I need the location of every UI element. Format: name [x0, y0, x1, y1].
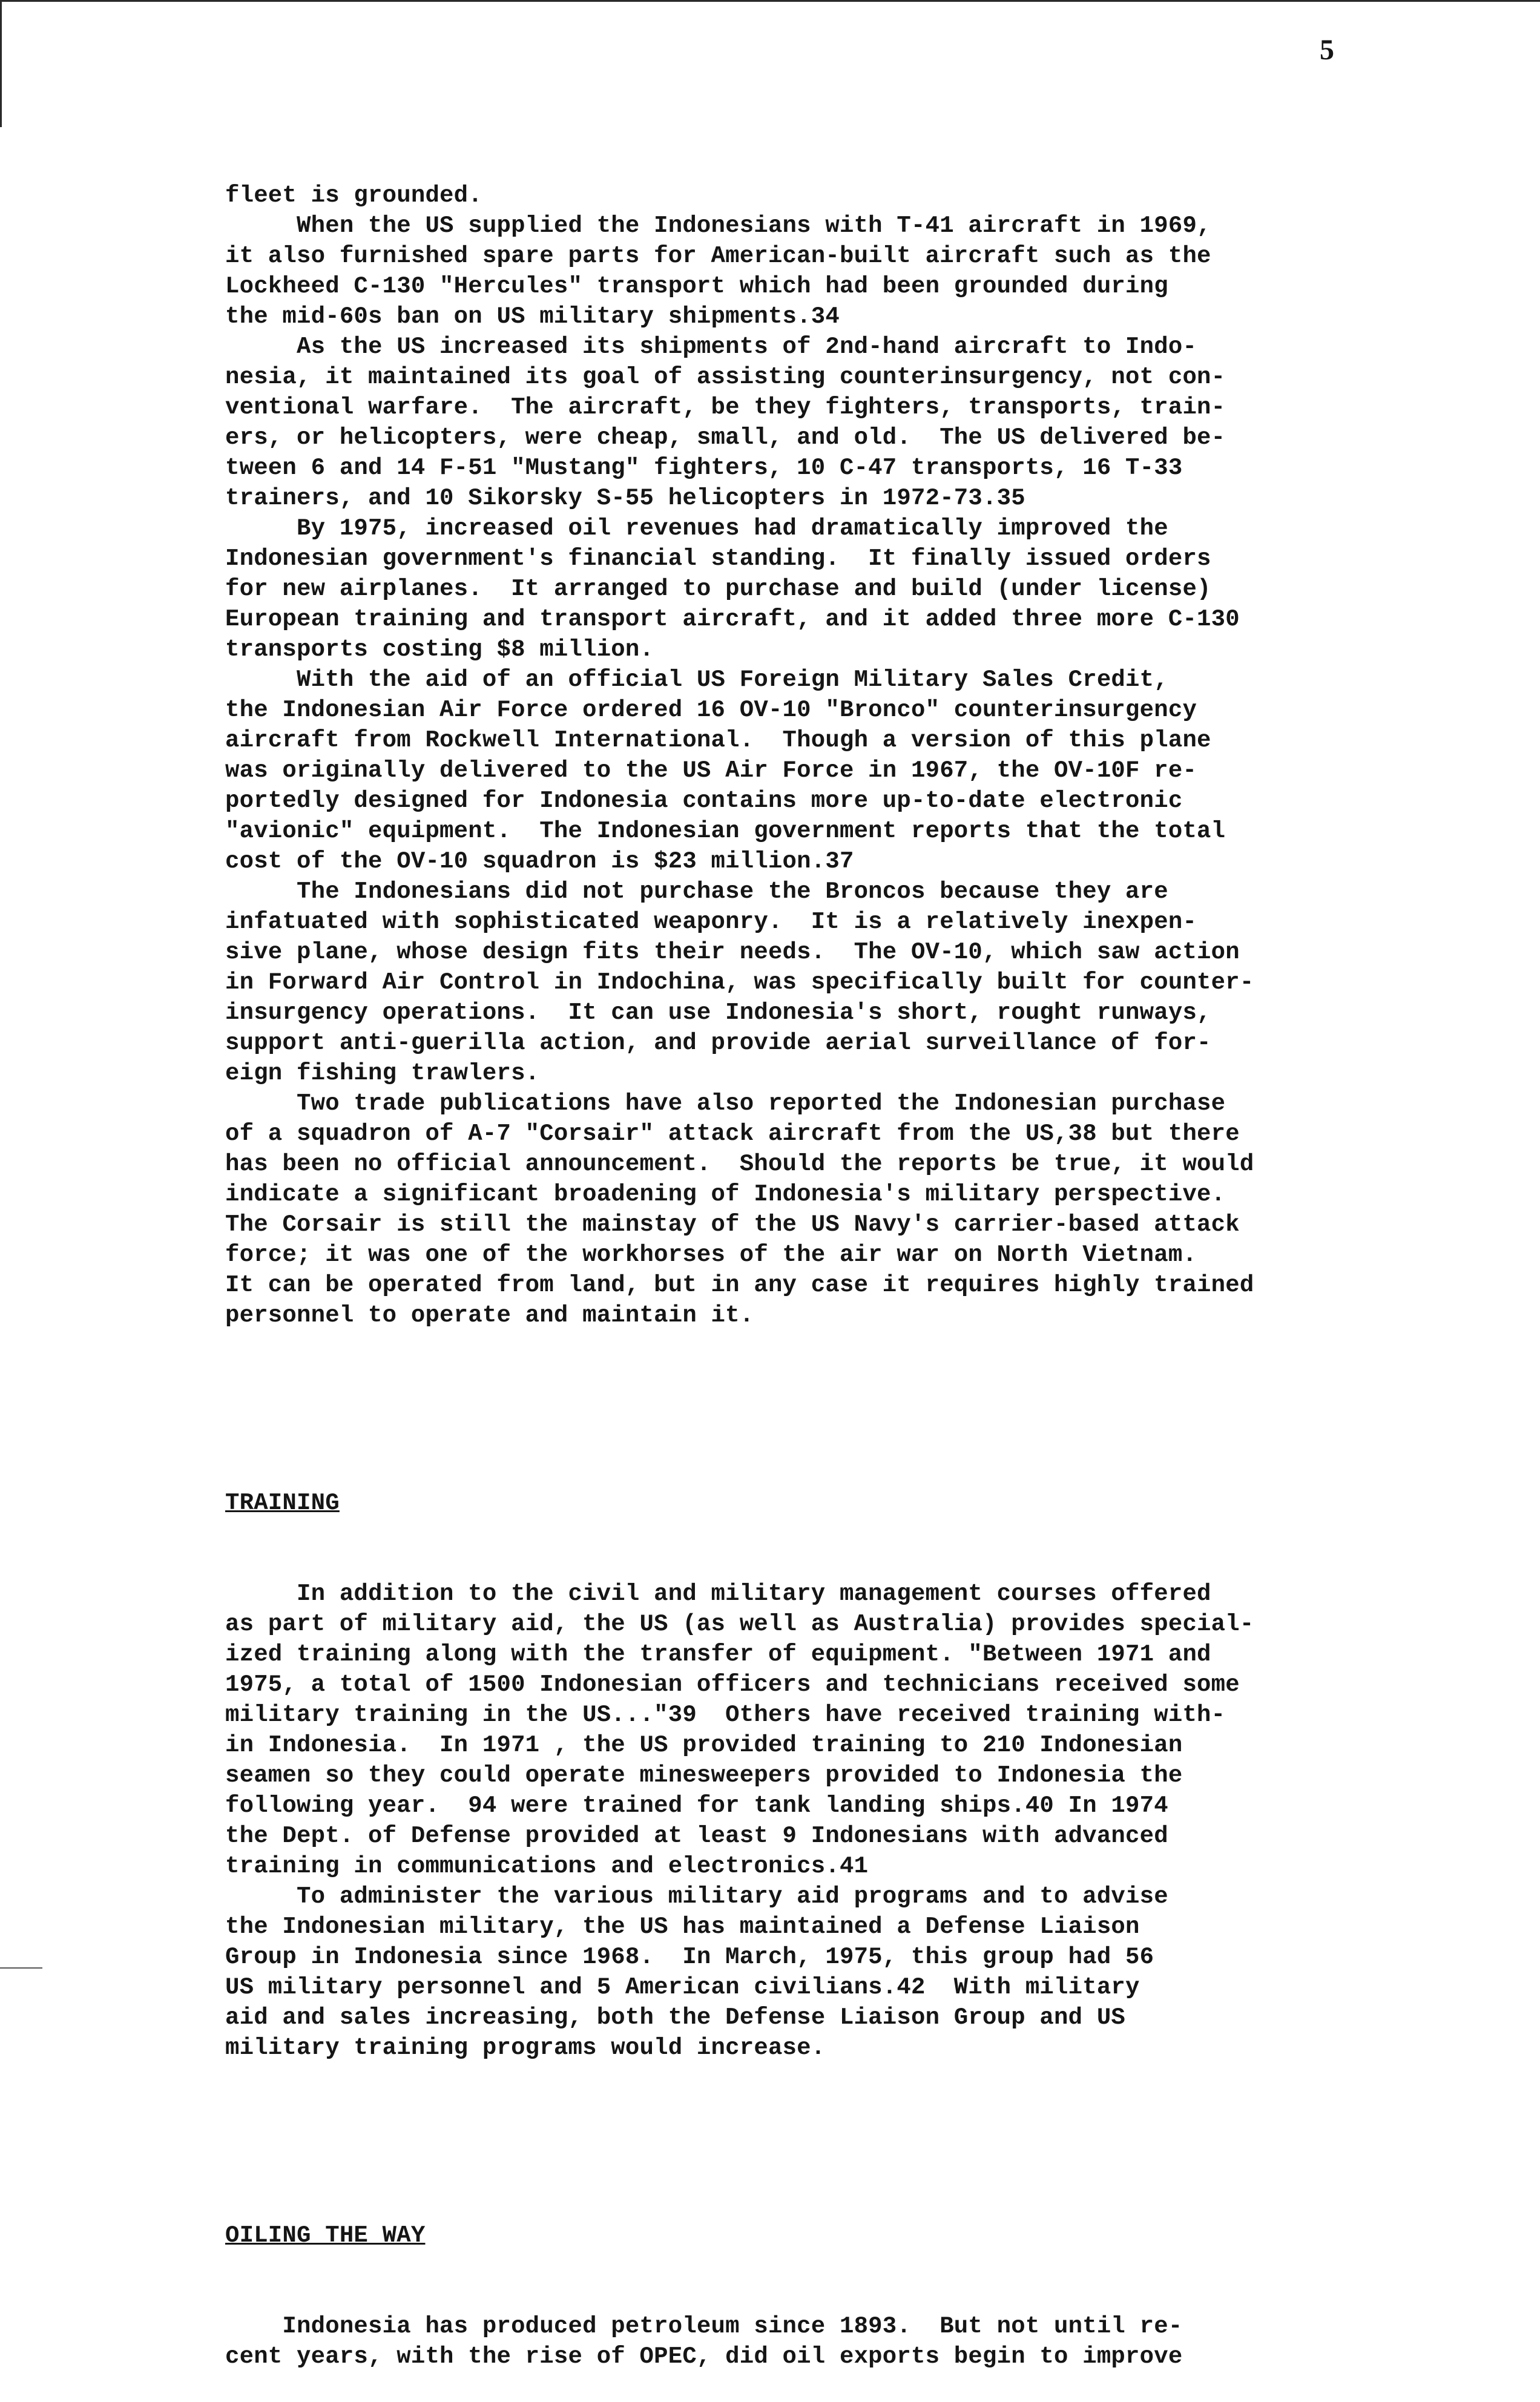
scan-mark-bottom-left	[0, 1967, 42, 1969]
text-line: transports costing $8 million.	[225, 636, 654, 663]
text-line: Lockheed C-130 "Hercules" transport which had been grounded during	[225, 273, 1168, 300]
text-line: following year. 94 were trained for tank landing ships.40 In 1974	[225, 1792, 1168, 1819]
text-line: in Indonesia. In 1971 , the US provided training to 210 Indonesian	[225, 1732, 1183, 1759]
text-line: cost of the OV-10 squadron is $23 million.37	[225, 848, 854, 875]
text-line: training in communications and electronics.41	[225, 1853, 869, 1880]
text-line: tween 6 and 14 F-51 "Mustang" fighters, 10 C-47 transports, 16 T-33	[225, 455, 1183, 481]
text-line: 1975, a total of 1500 Indonesian officers and technicians received some	[225, 1671, 1240, 1698]
text-line: in Forward Air Control in Indochina, was specifically built for counter-	[225, 969, 1254, 996]
text-line: for new airplanes. It arranged to purchase and build (under license)	[225, 576, 1211, 602]
text-line: ventional warfare. The aircraft, be they fighters, transports, train-	[225, 394, 1226, 421]
text-line: has been no official announcement. Should the reports be true, it would	[225, 1151, 1254, 1177]
scan-edge-left	[0, 0, 2, 127]
text-line: fleet is grounded.	[225, 182, 482, 209]
section-heading-oiling: OILING THE WAY	[225, 2222, 426, 2249]
text-line: To administer the various military aid programs and to advise	[225, 1883, 1168, 1910]
text-line: support anti-guerilla action, and provide aerial surveillance of for-	[225, 1030, 1211, 1056]
text-line: was originally delivered to the US Air Force in 1967, the OV-10F re-	[225, 757, 1197, 784]
text-line: personnel to operate and maintain it.	[225, 1302, 754, 1329]
text-line: nesia, it maintained its goal of assisting counterinsurgency, not con-	[225, 364, 1226, 390]
main-text	[225, 180, 1351, 1331]
text-line: ized training along with the transfer of equipment. "Between 1971 and	[225, 1641, 1211, 1668]
text-line: force; it was one of the workhorses of the air war on North Vietnam.	[225, 1242, 1197, 1268]
text-line: US military personnel and 5 American civilians.42 With military	[225, 1974, 1140, 2001]
text-line: infatuated with sophisticated weaponry. It is a relatively inexpen-	[225, 909, 1197, 935]
text-line: By 1975, increased oil revenues had dramatically improved the	[225, 515, 1168, 542]
text-line: In addition to the civil and military management courses offered	[225, 1581, 1211, 1607]
text-line: ers, or helicopters, were cheap, small, and old. The US delivered be-	[225, 424, 1226, 451]
section-heading-training: TRAINING	[225, 1490, 340, 1516]
text-line: "avionic" equipment. The Indonesian government reports that the total	[225, 818, 1226, 844]
text-line: it also furnished spare parts for American-built aircraft such as the	[225, 243, 1211, 269]
text-line: With the aid of an official US Foreign Military Sales Credit,	[225, 666, 1168, 693]
text-line: cent years, with the rise of OPEC, did oil exports begin to improve	[225, 2343, 1183, 2370]
text-line: It can be operated from land, but in any case it requires highly trained	[225, 1272, 1254, 1298]
text-line: aid and sales increasing, both the Defense Liaison Group and US	[225, 2004, 1126, 2031]
page-number: 5	[1320, 34, 1334, 66]
text-line: eign fishing trawlers.	[225, 1060, 540, 1087]
text-line: European training and transport aircraft, and it added three more C-130	[225, 606, 1240, 633]
document-body	[225, 120, 1351, 2402]
text-line: As the US increased its shipments of 2nd-hand aircraft to Indo-	[225, 334, 1197, 360]
text-line: Two trade publications have also reported the Indonesian purchase	[225, 1090, 1226, 1117]
text-line: portedly designed for Indonesia contains more up-to-date electronic	[225, 788, 1183, 814]
text-line: sive plane, whose design fits their needs. The OV-10, which saw action	[225, 939, 1240, 966]
oiling-text	[225, 2311, 1351, 2372]
text-line: seamen so they could operate minesweepers provided to Indonesia the	[225, 1762, 1183, 1789]
text-line: Indonesia has produced petroleum since 1893. But not until re-	[225, 2313, 1183, 2340]
text-line: trainers, and 10 Sikorsky S-55 helicopters in 1972-73.35	[225, 485, 1025, 512]
text-line: The Indonesians did not purchase the Broncos because they are	[225, 878, 1168, 905]
text-line: Group in Indonesia since 1968. In March, 1975, this group had 56	[225, 1944, 1154, 1970]
text-line: indicate a significant broadening of Indonesia's military perspective.	[225, 1181, 1226, 1208]
text-line: The Corsair is still the mainstay of the US Navy's carrier-based attack	[225, 1211, 1240, 1238]
scan-edge-top	[0, 0, 1540, 2]
text-line: as part of military aid, the US (as well as Australia) provides special-	[225, 1611, 1254, 1637]
training-text	[225, 1579, 1351, 2063]
text-line: military training programs would increase.	[225, 2035, 826, 2061]
text-line: When the US supplied the Indonesians with T-41 aircraft in 1969,	[225, 212, 1211, 239]
text-line: the Indonesian Air Force ordered 16 OV-10 "Bronco" counterinsurgency	[225, 697, 1197, 723]
text-line: aircraft from Rockwell International. Though a version of this plane	[225, 727, 1211, 754]
text-line: of a squadron of A-7 "Corsair" attack aircraft from the US,38 but there	[225, 1120, 1240, 1147]
text-line: insurgency operations. It can use Indonesia's short, rought runways,	[225, 999, 1211, 1026]
text-line: the Dept. of Defense provided at least 9 Indonesians with advanced	[225, 1823, 1168, 1849]
text-line: the Indonesian military, the US has maintained a Defense Liaison	[225, 1913, 1140, 1940]
text-line: Indonesian government's financial standing. It finally issued orders	[225, 545, 1211, 572]
text-line: the mid-60s ban on US military shipments.34	[225, 303, 840, 330]
text-line: military training in the US..."39 Others have received training with-	[225, 1702, 1226, 1728]
